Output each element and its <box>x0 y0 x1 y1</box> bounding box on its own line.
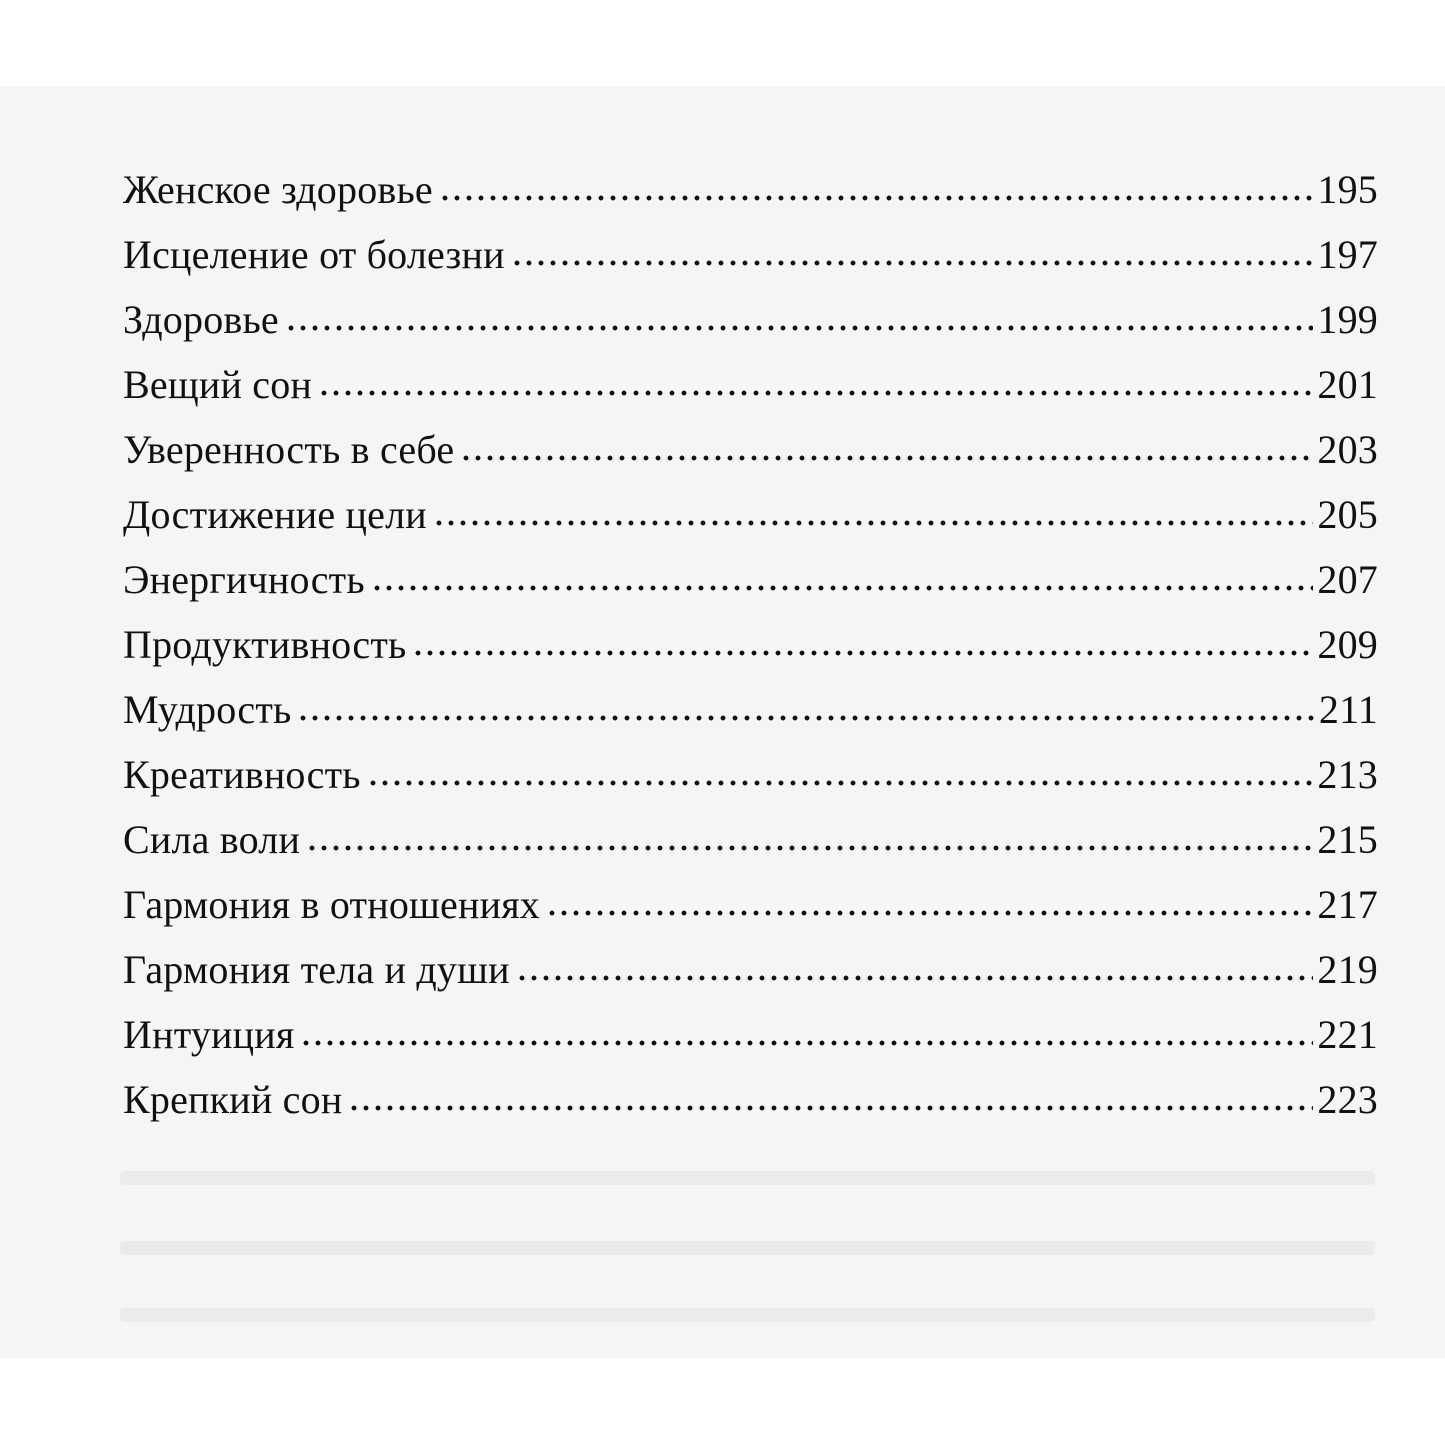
toc-entry-title: Продуктивность <box>123 622 407 667</box>
toc-entry <box>123 881 1378 946</box>
dot-leader <box>511 260 1314 266</box>
toc-entry-page: 195 <box>1317 167 1378 212</box>
toc-entry <box>123 686 1378 751</box>
dot-leader <box>412 650 1313 656</box>
toc-entry-page: 211 <box>1318 687 1378 732</box>
toc-entry-page: 215 <box>1317 817 1378 862</box>
toc-entry <box>123 1076 1378 1141</box>
dot-leader <box>433 520 1314 526</box>
toc-entry <box>123 296 1378 361</box>
toc-entry <box>123 556 1378 621</box>
dot-leader <box>460 455 1313 461</box>
dot-leader <box>297 715 1314 721</box>
toc-entry-page: 223 <box>1317 1077 1378 1122</box>
book-page <box>0 86 1445 1358</box>
toc-entry-page: 207 <box>1317 557 1378 602</box>
toc-entry-title: Исцеление от болезни <box>123 232 505 277</box>
dot-leader <box>367 780 1314 786</box>
table-of-contents <box>123 166 1378 1141</box>
toc-entry-title: Сила воли <box>123 817 301 862</box>
toc-entry-page: 201 <box>1317 362 1378 407</box>
toc-entry-page: 219 <box>1317 947 1378 992</box>
dot-leader <box>285 325 1314 331</box>
dot-leader <box>371 585 1314 591</box>
toc-entry-page: 213 <box>1317 752 1378 797</box>
toc-entry-title: Гармония тела и души <box>123 947 510 992</box>
toc-entry <box>123 231 1378 296</box>
toc-entry <box>123 361 1378 426</box>
toc-entry-title: Вещий сон <box>123 362 313 407</box>
toc-entry-title: Энергичность <box>123 557 365 602</box>
dot-leader <box>306 845 1313 851</box>
dot-leader <box>546 910 1313 916</box>
toc-entry-title: Женское здоровье <box>123 167 433 212</box>
toc-entry-title: Мудрость <box>123 687 292 732</box>
toc-entry <box>123 1011 1378 1076</box>
toc-entry-title: Крепкий сон <box>123 1077 343 1122</box>
toc-entry-title: Гармония в отношениях <box>123 882 541 927</box>
toc-entry <box>123 426 1378 491</box>
toc-entry <box>123 751 1378 816</box>
toc-entry-title: Достижение цели <box>123 492 427 537</box>
toc-entry <box>123 166 1378 231</box>
toc-entry-page: 199 <box>1317 297 1378 342</box>
toc-entry-title: Интуиция <box>123 1012 295 1057</box>
dot-leader <box>318 390 1313 396</box>
toc-entry-title: Креативность <box>123 752 361 797</box>
dot-leader <box>516 975 1314 981</box>
bleed-through-line <box>120 1241 1375 1255</box>
toc-entry <box>123 621 1378 686</box>
toc-entry-title: Здоровье <box>123 297 279 342</box>
bleed-through-line <box>120 1171 1375 1185</box>
toc-entry <box>123 816 1378 881</box>
toc-entry-title: Уверенность в себе <box>123 427 455 472</box>
toc-entry <box>123 491 1378 556</box>
toc-entry-page: 197 <box>1317 232 1378 277</box>
toc-entry <box>123 946 1378 1011</box>
bleed-through-line <box>120 1308 1375 1322</box>
toc-entry-page: 203 <box>1317 427 1378 472</box>
toc-entry-page: 205 <box>1317 492 1378 537</box>
dot-leader <box>348 1105 1313 1111</box>
toc-entry-page: 217 <box>1317 882 1378 927</box>
toc-entry-page: 209 <box>1317 622 1378 667</box>
toc-entry-page: 221 <box>1317 1012 1378 1057</box>
dot-leader <box>300 1040 1313 1046</box>
dot-leader <box>439 195 1314 201</box>
